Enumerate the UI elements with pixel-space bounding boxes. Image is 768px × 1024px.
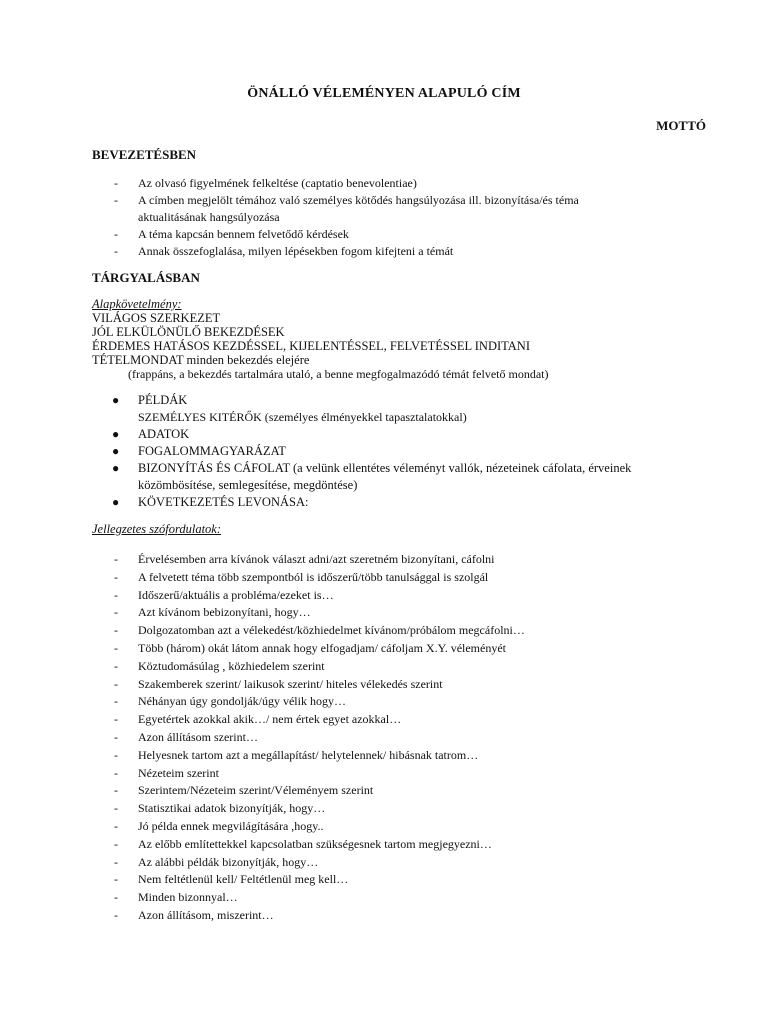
requirement-label: Alapkövetelmény: xyxy=(92,297,182,311)
list-item: - A felvetett téma több szempontból is időszerű/több tanulsággal is szolgál xyxy=(114,569,489,584)
intro-heading: BEVEZETÉSBEN xyxy=(92,147,197,162)
phrases-list xyxy=(92,551,648,925)
requirements-block xyxy=(92,297,548,381)
list-item: - Dolgozatomban azt a vélekedést/közhiedelmet kívánom/próbálom megcáfolni… xyxy=(114,623,525,638)
page-title: ÖNÁLLÓ VÉLEMÉNYEN ALAPULÓ CÍM xyxy=(247,86,521,101)
list-item: - Nézeteim szerint xyxy=(114,765,219,780)
intro-list xyxy=(92,175,648,260)
motto: MOTTÓ xyxy=(656,118,706,133)
list-item: ● KÖVETKEZETÉS LEVONÁSA: xyxy=(112,495,309,509)
list-item: - Nem feltétlenül kell/ Feltétlenül meg kell… xyxy=(114,872,349,887)
list-item: - Azt kívánom bebizonyítani, hogy… xyxy=(114,605,311,620)
list-item: - Azon állításom szerint… xyxy=(114,729,258,744)
bullet-list xyxy=(92,392,678,511)
list-item: - Annak összefoglalása, milyen lépésekben fogom kifejteni a témát xyxy=(114,244,454,258)
requirement-item: TÉTELMONDAT minden bekezdés elejére xyxy=(92,353,310,367)
list-item: - Érvelésemben arra kívánok választ adni/azt szeretném bizonyítani, cáfolni xyxy=(114,552,495,566)
list-item: - Azon állításom, miszerint… xyxy=(114,907,274,922)
list-item: ● ADATOK xyxy=(112,427,190,441)
body-heading: TÁRGYALÁSBAN xyxy=(92,270,200,285)
list-item: - Jó példa ennek megvilágítására ,hogy.. xyxy=(114,818,324,833)
list-item: - Köztudomásúlag , közhiedelem szerint xyxy=(114,658,325,673)
list-item: ● FOGALOMMAGYARÁZAT xyxy=(112,444,286,458)
list-item: - Helyesnek tartom azt a megállapítást/ helytelennek/ hibásnak tatrom… xyxy=(114,747,479,762)
list-item: - Egyetértek azokkal akik…/ nem értek egyet azokkal… xyxy=(114,712,402,727)
list-item: - Szerintem/Nézeteim szerint/Véleményem szerint xyxy=(114,783,374,798)
requirement-item: ÉRDEMES HATÁSOS KEZDÉSSEL, KIJELENTÉSSEL, FELVETÉSSEL INDITANI xyxy=(92,339,530,353)
list-item: - Időszerű/aktuális a probléma/ezeket is… xyxy=(114,587,334,602)
list-item: - Statisztikai adatok bizonyítják, hogy… xyxy=(114,801,326,816)
list-item: - A téma kapcsán bennem felvetődő kérdések xyxy=(114,227,349,241)
requirement-note: (frappáns, a bekezdés tartalmára utaló, a benne megfogalmazódó témát felvető mondat) xyxy=(128,367,549,381)
list-item: ● BIZONYÍTÁS ÉS CÁFOLAT (a velünk ellentétes véleményt vallók, nézeteinek cáfolata, érveinek közömbösítése, semlegesítése, megdöntése) xyxy=(112,461,632,492)
list-item: - Több (három) okát látom annak hogy elfogadjam/ cáfoljam X.Y. véleményét xyxy=(114,640,506,655)
list-item: - Néhányan úgy gondolják/úgy vélik hogy… xyxy=(114,694,346,709)
list-item: - Az alábbi példák bizonyítják, hogy… xyxy=(114,854,319,869)
requirement-item: VILÁGOS SZERKEZET xyxy=(92,311,221,325)
list-item: ● PÉLDÁK SZEMÉLYES KITÉRŐK (személyes élményekkel tapasztalatokkal) xyxy=(112,393,467,424)
requirement-item: JÓL ELKÜLÖNÜLŐ BEKEZDÉSEK xyxy=(92,325,285,339)
list-item: - Az olvasó figyelmének felkeltése (captatio benevolentiae) xyxy=(114,176,417,190)
list-item: - A címben megjelölt témához való személyes kötődés hangsúlyozása ill. bizonyítása/és téma aktualitásának hangsúlyozása xyxy=(114,193,579,224)
list-item: - Szakemberek szerint/ laikusok szerint/ hiteles vélekedés szerint xyxy=(114,676,443,691)
phrases-heading: Jellegzetes szófordulatok: xyxy=(92,522,222,536)
list-item: - Az előbb említettekkel kapcsolatban szükségesnek tartom megjegyezni… xyxy=(114,836,492,851)
list-item: - Minden bizonnyal… xyxy=(114,890,238,905)
